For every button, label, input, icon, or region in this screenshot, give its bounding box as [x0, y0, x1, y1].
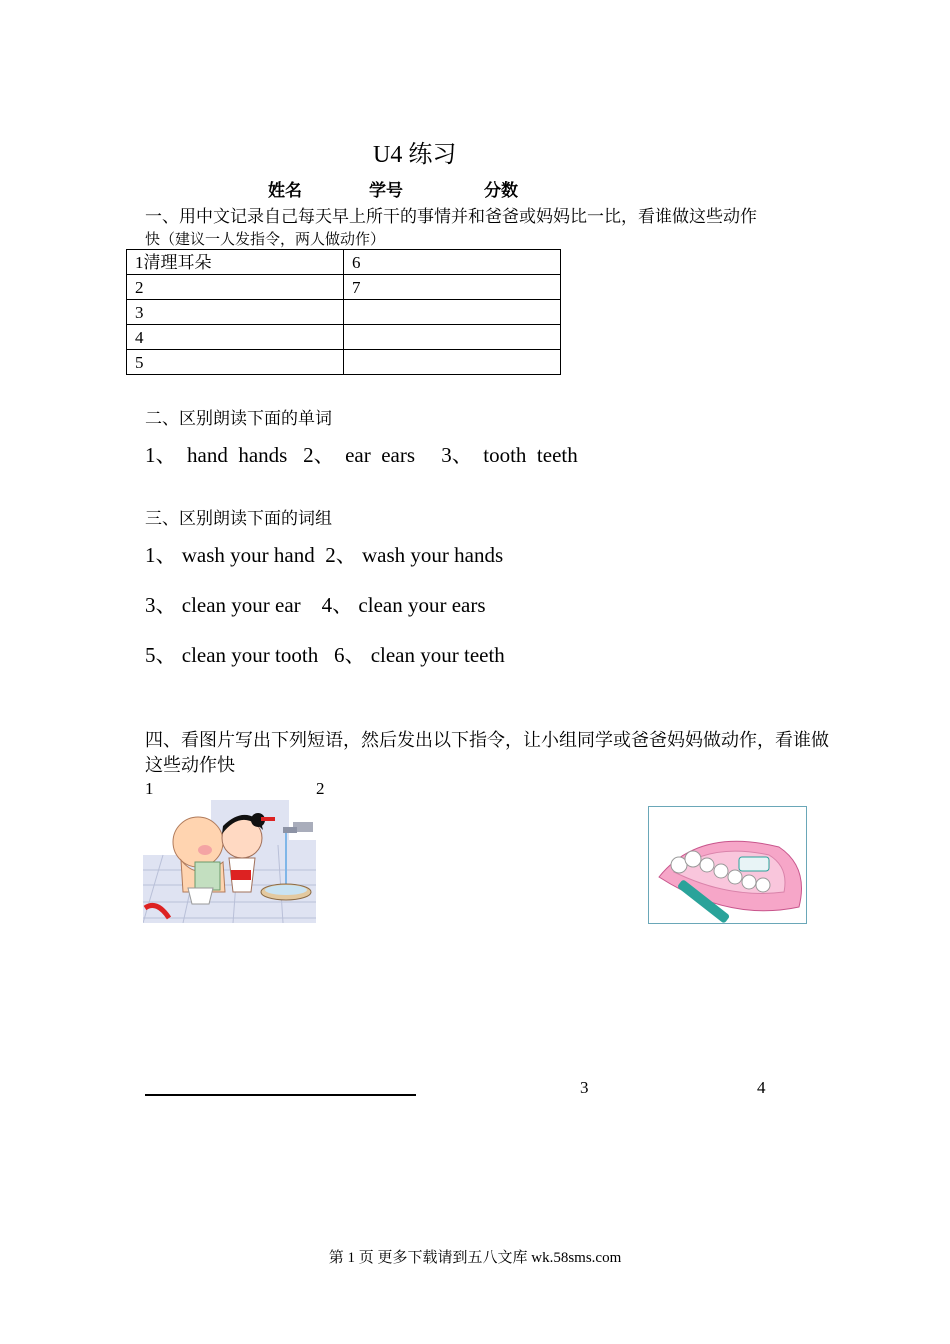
picture-number-1: 1: [145, 779, 154, 798]
table-cell: [344, 300, 561, 325]
table-cell: 6: [344, 250, 561, 275]
picture-number-3: 3: [580, 1078, 589, 1097]
table-cell: 4: [127, 325, 344, 350]
table-cell: 3: [127, 300, 344, 325]
phrase-line-3: 5、 clean your tooth 6、 clean your teeth: [145, 643, 505, 667]
table-cell: 7: [344, 275, 561, 300]
picture-number-2: 2: [316, 779, 325, 798]
page-title: U4 练习: [373, 142, 457, 168]
table-cell: [344, 325, 561, 350]
picture-number-4: 4: [757, 1078, 766, 1097]
morning-routine-table: [126, 249, 561, 375]
table-cell: 5: [127, 350, 344, 375]
student-id-label: 学号: [369, 181, 403, 200]
score-label: 分数: [484, 181, 518, 200]
table-cell: 1清理耳朵: [127, 250, 344, 275]
name-label: 姓名: [268, 181, 302, 200]
phrase-line-1: 1、 wash your hand 2、 wash your hands: [145, 543, 504, 567]
phrase-line-2: 3、 clean your ear 4、 clean your ears: [145, 593, 486, 617]
page-footer: 第 1 页 更多下载请到五八文库 wk.58sms.com: [328, 1250, 622, 1266]
table-row: [127, 350, 561, 375]
washing-cartoon-image: [143, 800, 316, 923]
table-cell: [344, 350, 561, 375]
section1-instruction: 一、用中文记录自己每天早上所干的事情并和爸爸或妈妈比一比，看谁做这些动作: [145, 207, 757, 226]
answer-line: [145, 1094, 416, 1096]
toothbrush-teeth-image: [648, 806, 807, 924]
section2-heading: 二、区别朗读下面的单词: [145, 409, 332, 428]
table-row: [127, 300, 561, 325]
section1-instruction-cont: 快（建议一人发指令，两人做动作）: [145, 232, 386, 248]
section4-heading: 四、看图片写出下列短语，然后发出以下指令，让小组同学或爸爸妈妈做动作，看谁做这些动作快: [145, 730, 829, 775]
section3-heading: 三、区别朗读下面的词组: [145, 509, 332, 528]
table-cell: 2: [127, 275, 344, 300]
table-row: [127, 275, 561, 300]
word-pairs-line: 1、 hand hands 2、 ear ears 3、 tooth teeth: [145, 443, 578, 467]
table-row: [127, 325, 561, 350]
table-row: [127, 250, 561, 275]
